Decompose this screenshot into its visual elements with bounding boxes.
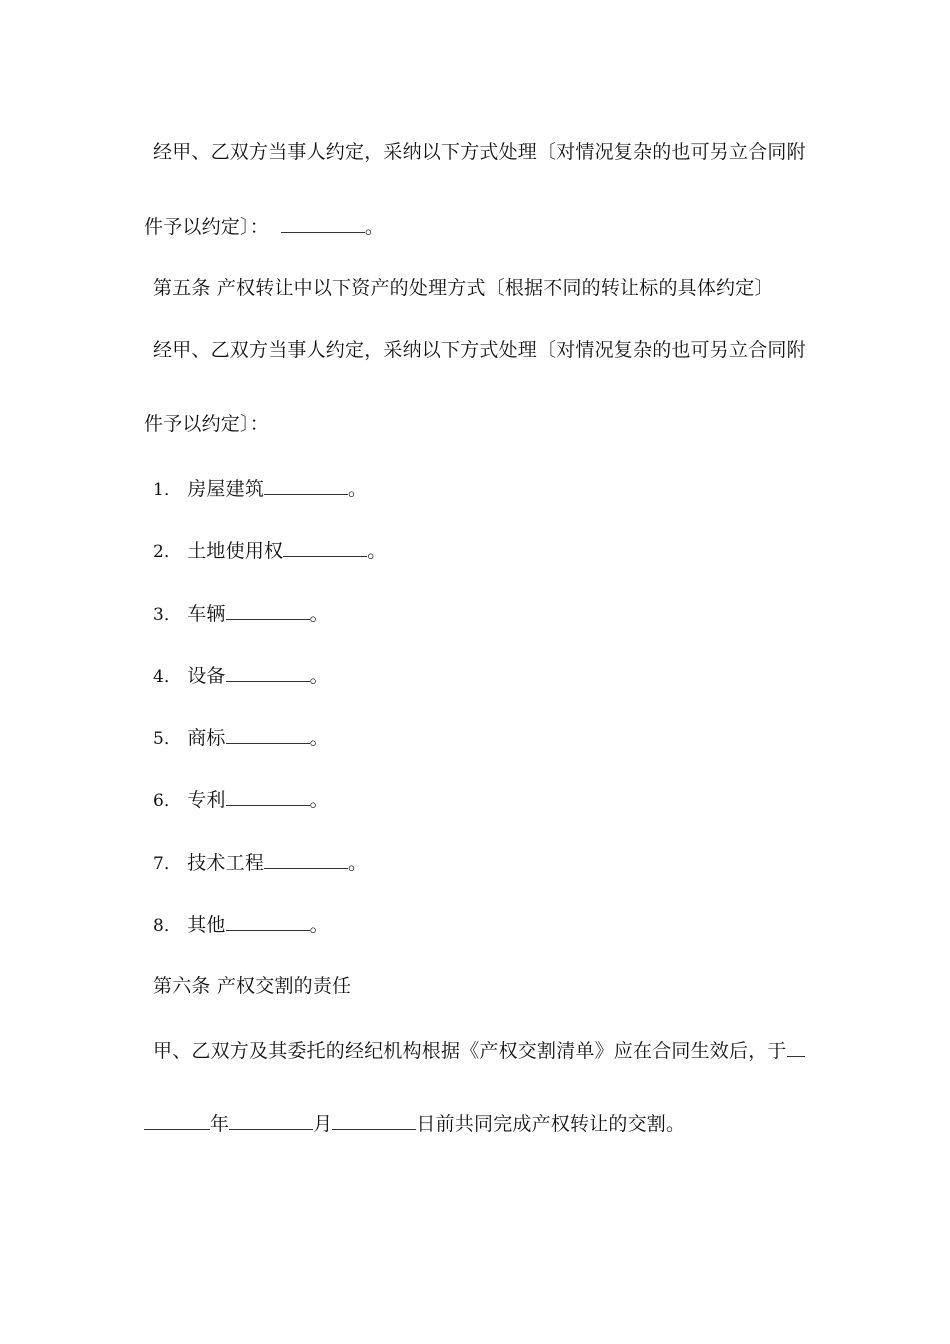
- article5-title-text: 第五条 产权转让中以下资产的处理方式〔根据不同的转让标的具体约定〕: [153, 277, 774, 299]
- para1-line2-text: 件予以约定〕：: [144, 216, 269, 238]
- fill-blank: [332, 1111, 416, 1130]
- fill-blank: [226, 601, 310, 620]
- item-number: 3．: [153, 605, 182, 625]
- item-end: 。: [309, 603, 329, 625]
- year-label: 年: [210, 1113, 230, 1135]
- list-item: [153, 912, 329, 938]
- item-number: 1．: [153, 480, 182, 500]
- item-label: 土地使用权: [187, 540, 284, 562]
- fill-blank: [226, 725, 310, 744]
- para3-line2: [144, 1111, 685, 1136]
- item-end: 。: [348, 478, 368, 500]
- item-label: 车辆: [187, 603, 226, 625]
- para1-line2: [144, 214, 384, 239]
- fill-blank: [226, 787, 310, 806]
- item-label: 商标: [187, 727, 226, 749]
- item-label: 技术工程: [187, 852, 265, 874]
- month-label: 月: [313, 1113, 333, 1135]
- item-label: 房屋建筑: [187, 478, 265, 500]
- list-item: [153, 850, 367, 876]
- para3-line1: [153, 1038, 805, 1063]
- item-label: 设备: [187, 665, 226, 687]
- list-item: [153, 476, 367, 502]
- para2-line2-text: 件予以约定〕：: [144, 413, 269, 435]
- para1-end: 。: [364, 216, 385, 238]
- item-number: 7．: [153, 854, 182, 874]
- fill-blank: [281, 214, 365, 233]
- fill-blank: [264, 850, 348, 869]
- para2-line2: [144, 412, 269, 436]
- item-end: 。: [348, 852, 368, 874]
- fill-blank: [226, 663, 310, 682]
- para1-line1: [153, 140, 806, 164]
- list-item: [153, 725, 329, 751]
- day-label: 日前共同完成产权转让的交割。: [416, 1113, 686, 1135]
- para2-line1-text: 经甲、乙双方当事人约定，采纳以下方式处理〔对情况复杂的也可另立合同附: [153, 339, 806, 361]
- item-end: 。: [309, 789, 329, 811]
- item-label: 其他: [187, 914, 226, 936]
- item-number: 8．: [153, 916, 182, 936]
- fill-blank: [229, 1111, 313, 1130]
- list-item: [153, 787, 329, 813]
- para3-line1-text: 甲、乙双方及其委托的经纪机构根据《产权交割清单》应在合同生效后，于: [153, 1040, 787, 1062]
- article5-title: [153, 276, 774, 300]
- item-number: 4．: [153, 667, 182, 687]
- list-item: [153, 538, 386, 564]
- item-end: 。: [309, 727, 329, 749]
- item-number: 6．: [153, 791, 182, 811]
- list-item: [153, 601, 329, 627]
- list-item: [153, 663, 329, 689]
- fill-blank: [226, 912, 310, 931]
- item-end: 。: [309, 914, 329, 936]
- fill-blank: [144, 1111, 210, 1130]
- article6-title-text: 第六条 产权交割的责任: [153, 975, 352, 997]
- fill-blank: [787, 1038, 805, 1057]
- item-number: 5．: [153, 729, 182, 749]
- para2-line1: [153, 338, 806, 362]
- para1-line1-text: 经甲、乙双方当事人约定，采纳以下方式处理〔对情况复杂的也可另立合同附: [153, 141, 806, 163]
- item-label: 专利: [187, 789, 226, 811]
- fill-blank: [264, 476, 348, 495]
- item-end: 。: [367, 540, 387, 562]
- fill-blank: [283, 538, 367, 557]
- item-end: 。: [309, 665, 329, 687]
- article6-title: [153, 974, 351, 998]
- item-number: 2．: [153, 542, 182, 562]
